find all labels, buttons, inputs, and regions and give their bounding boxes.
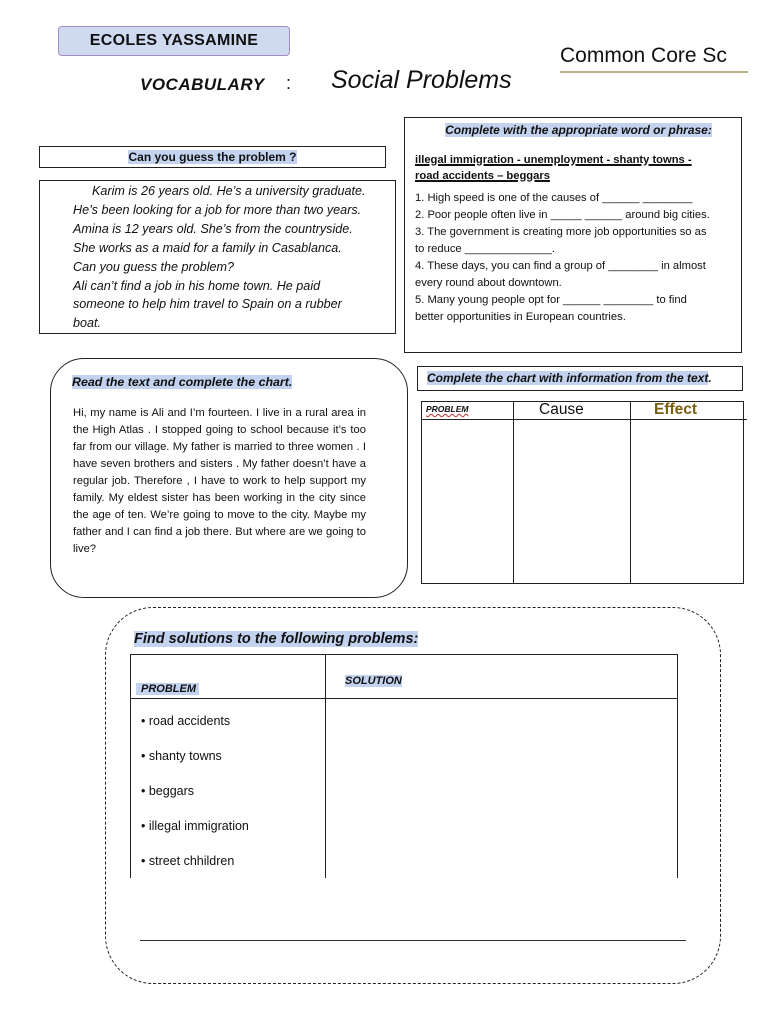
table-left-border: [130, 654, 131, 878]
table-header-problem: PROBLEM: [426, 404, 469, 414]
table-header-divider: [130, 698, 678, 699]
table-top-border: [130, 654, 678, 655]
guess-line: Ali can’t find a job in his home town. He paid: [73, 278, 321, 293]
problem-item: • beggars: [141, 784, 195, 798]
reading-text: Hi, my name is Ali and I’m fourteen. I live in a rural area in the High Atlas . I stopped going to school because it’s too far from our village. My father is married to three women . I have seven brothers and sisters . My father doesn’t have a regular job. Therefore , I have to work to help support my family. My eldest sister has been working in the city since the age of ten. We’re going to move to the city. Maybe my father and I can find a job there. But where are we going to live?: [73, 407, 366, 555]
guess-line: boat.: [73, 316, 102, 331]
solutions-header-problem-wrap: [136, 683, 199, 695]
fill-in-item: 1. High speed is one of the causes of ______ ________: [415, 192, 693, 204]
guess-line: Amina is 12 years old. She’s from the countryside.: [73, 221, 353, 236]
fill-in-item: better opportunities in European countries.: [415, 311, 626, 323]
fill-in-item: to reduce ______________.: [415, 243, 555, 255]
answer-line: [140, 940, 686, 941]
section-colon: :: [286, 73, 292, 93]
fill-in-item: every round about downtown.: [415, 277, 562, 289]
solutions-header-problem: PROBLEM: [136, 683, 199, 695]
solutions-heading-wrap: [134, 631, 418, 647]
fill-in-item: 5. Many young people opt for ______ ________ to find: [415, 294, 687, 306]
table-header-effect: Effect: [654, 401, 698, 418]
cause-effect-table: [421, 401, 744, 584]
table-header-cause: Cause: [539, 401, 584, 418]
guess-heading: Can you guess the problem ?: [128, 150, 297, 164]
chart-heading-box: [417, 366, 743, 391]
school-name-box: [58, 26, 290, 56]
solutions-table: [130, 654, 678, 878]
table-column-divider: [325, 654, 326, 878]
school-name: ECOLES YASSAMINE: [89, 32, 259, 49]
guess-line: Can you guess the problem?: [73, 259, 235, 274]
word-bank-line: road accidents – beggars: [415, 169, 550, 182]
chart-heading: Complete the chart with information from the text: [427, 371, 709, 385]
course-label: Common Core Sc: [560, 44, 727, 67]
fill-in-item: 4. These days, you can find a group of ________ in almost: [415, 260, 706, 272]
guess-line: He’s been looking for a job for more than two years.: [73, 202, 362, 217]
problem-item: • shanty towns: [141, 749, 222, 763]
guess-line: She works as a maid for a family in Casablanca.: [73, 240, 342, 255]
section-label: VOCABULARY: [140, 75, 265, 94]
fill-in-item: 2. Poor people often live in _____ ______ around big cities.: [415, 209, 710, 221]
word-bank-line: illegal immigration - unemployment - shanty towns -: [415, 154, 692, 166]
course-underline: [560, 71, 748, 73]
solutions-heading: Find solutions to the following problems:: [134, 631, 419, 647]
guess-text-box: [39, 180, 396, 334]
fill-in-box: [404, 117, 742, 353]
word-bank: [415, 153, 732, 184]
fill-in-item: 3. The government is creating more job opportunities so as: [415, 226, 707, 238]
table-right-border: [677, 654, 678, 878]
fill-in-heading: Complete with the appropriate word or phrase:: [445, 123, 712, 137]
guess-heading-box: [39, 146, 386, 168]
table-column-divider: [513, 401, 514, 584]
problem-item: • illegal immigration: [141, 819, 249, 833]
table-column-divider: [630, 401, 631, 584]
guess-line: Karim is 26 years old. He’s a university graduate.: [92, 184, 366, 198]
chart-heading-end: .: [708, 371, 712, 385]
solutions-header-solution-wrap: [345, 675, 402, 687]
solutions-header-solution: SOLUTION: [345, 675, 402, 687]
table-header-divider: [421, 419, 747, 420]
fill-in-items: [415, 190, 732, 326]
reading-heading: Read the text and complete the chart.: [72, 375, 293, 389]
page-title: Social Problems: [331, 66, 512, 94]
problem-item: • street chhildren: [141, 854, 235, 868]
problem-item: • road accidents: [141, 714, 231, 728]
guess-line: someone to help him travel to Spain on a rubber: [73, 297, 342, 312]
reading-heading-wrap: [72, 375, 292, 389]
